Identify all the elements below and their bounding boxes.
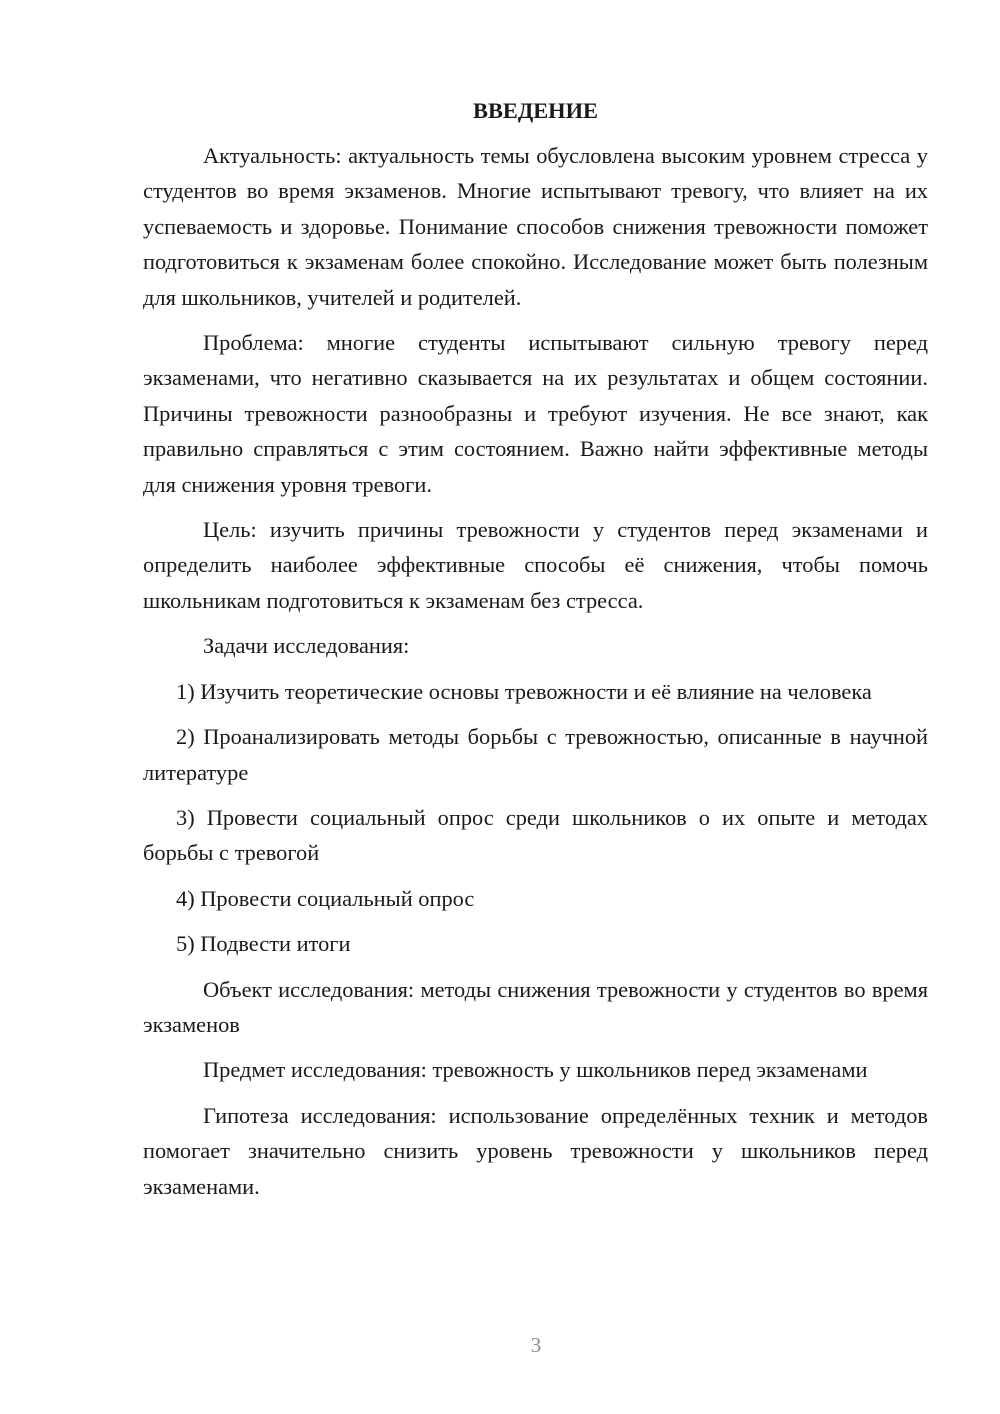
paragraph-goal: Цель: изучить причины тревожности у студентов перед экзаменами и определить наиболее эффективные способы её снижения, чтобы помочь школьникам подготовиться к экзаменам без стресса. xyxy=(143,517,928,613)
document-body xyxy=(143,93,928,1214)
list-item: 1) Изучить теоретические основы тревожности и её влияние на человека xyxy=(176,678,872,704)
paragraph-object: Объект исследования: методы снижения тревожности у студентов во время экзаменов xyxy=(143,976,928,1037)
list-item: 3) Провести социальный опрос среди школьников о их опыте и методах борьбы с тревогой xyxy=(143,804,928,866)
paragraph-hypothesis: Гипотеза исследования: использование определённых техник и методов помогает значительно снизить уровень тревожности у школьников перед экзаменами. xyxy=(143,1102,928,1199)
paragraph-subject: Предмет исследования: тревожность у школьников перед экзаменами xyxy=(203,1057,868,1083)
paragraph-relevance: Актуальность: актуальность темы обусловлена высоким уровнем стресса у студентов во время экзаменов. Многие испытывают тревогу, что влияет на их успеваемость и здоровье. Понимание способов снижения тревожности поможет подготовиться к экзаменам более спокойно. Исследование может быть полезным для школьников, учителей и родителей. xyxy=(143,143,928,310)
list-item: 4) Провести социальный опрос xyxy=(176,885,475,911)
page-number: 3 xyxy=(530,1333,542,1357)
list-item: 2) Проанализировать методы борьбы с тревожностью, описанные в научной литературе xyxy=(143,724,928,785)
page-title: ВВЕДЕНИЕ xyxy=(473,98,598,123)
paragraph-tasks-heading: Задачи исследования: xyxy=(203,633,410,659)
list-item: 5) Подвести итоги xyxy=(176,931,351,957)
tasks-list xyxy=(143,674,928,962)
paragraph-problem: Проблема: многие студенты испытывают сильную тревогу перед экзаменами, что негативно сказывается на их результатах и общем состоянии. Причины тревожности разнообразны и требуют изучения. Не все знают, как правильно справляться с этим состоянием. Важно найти эффективные методы для снижения уровня тревоги. xyxy=(143,330,928,497)
